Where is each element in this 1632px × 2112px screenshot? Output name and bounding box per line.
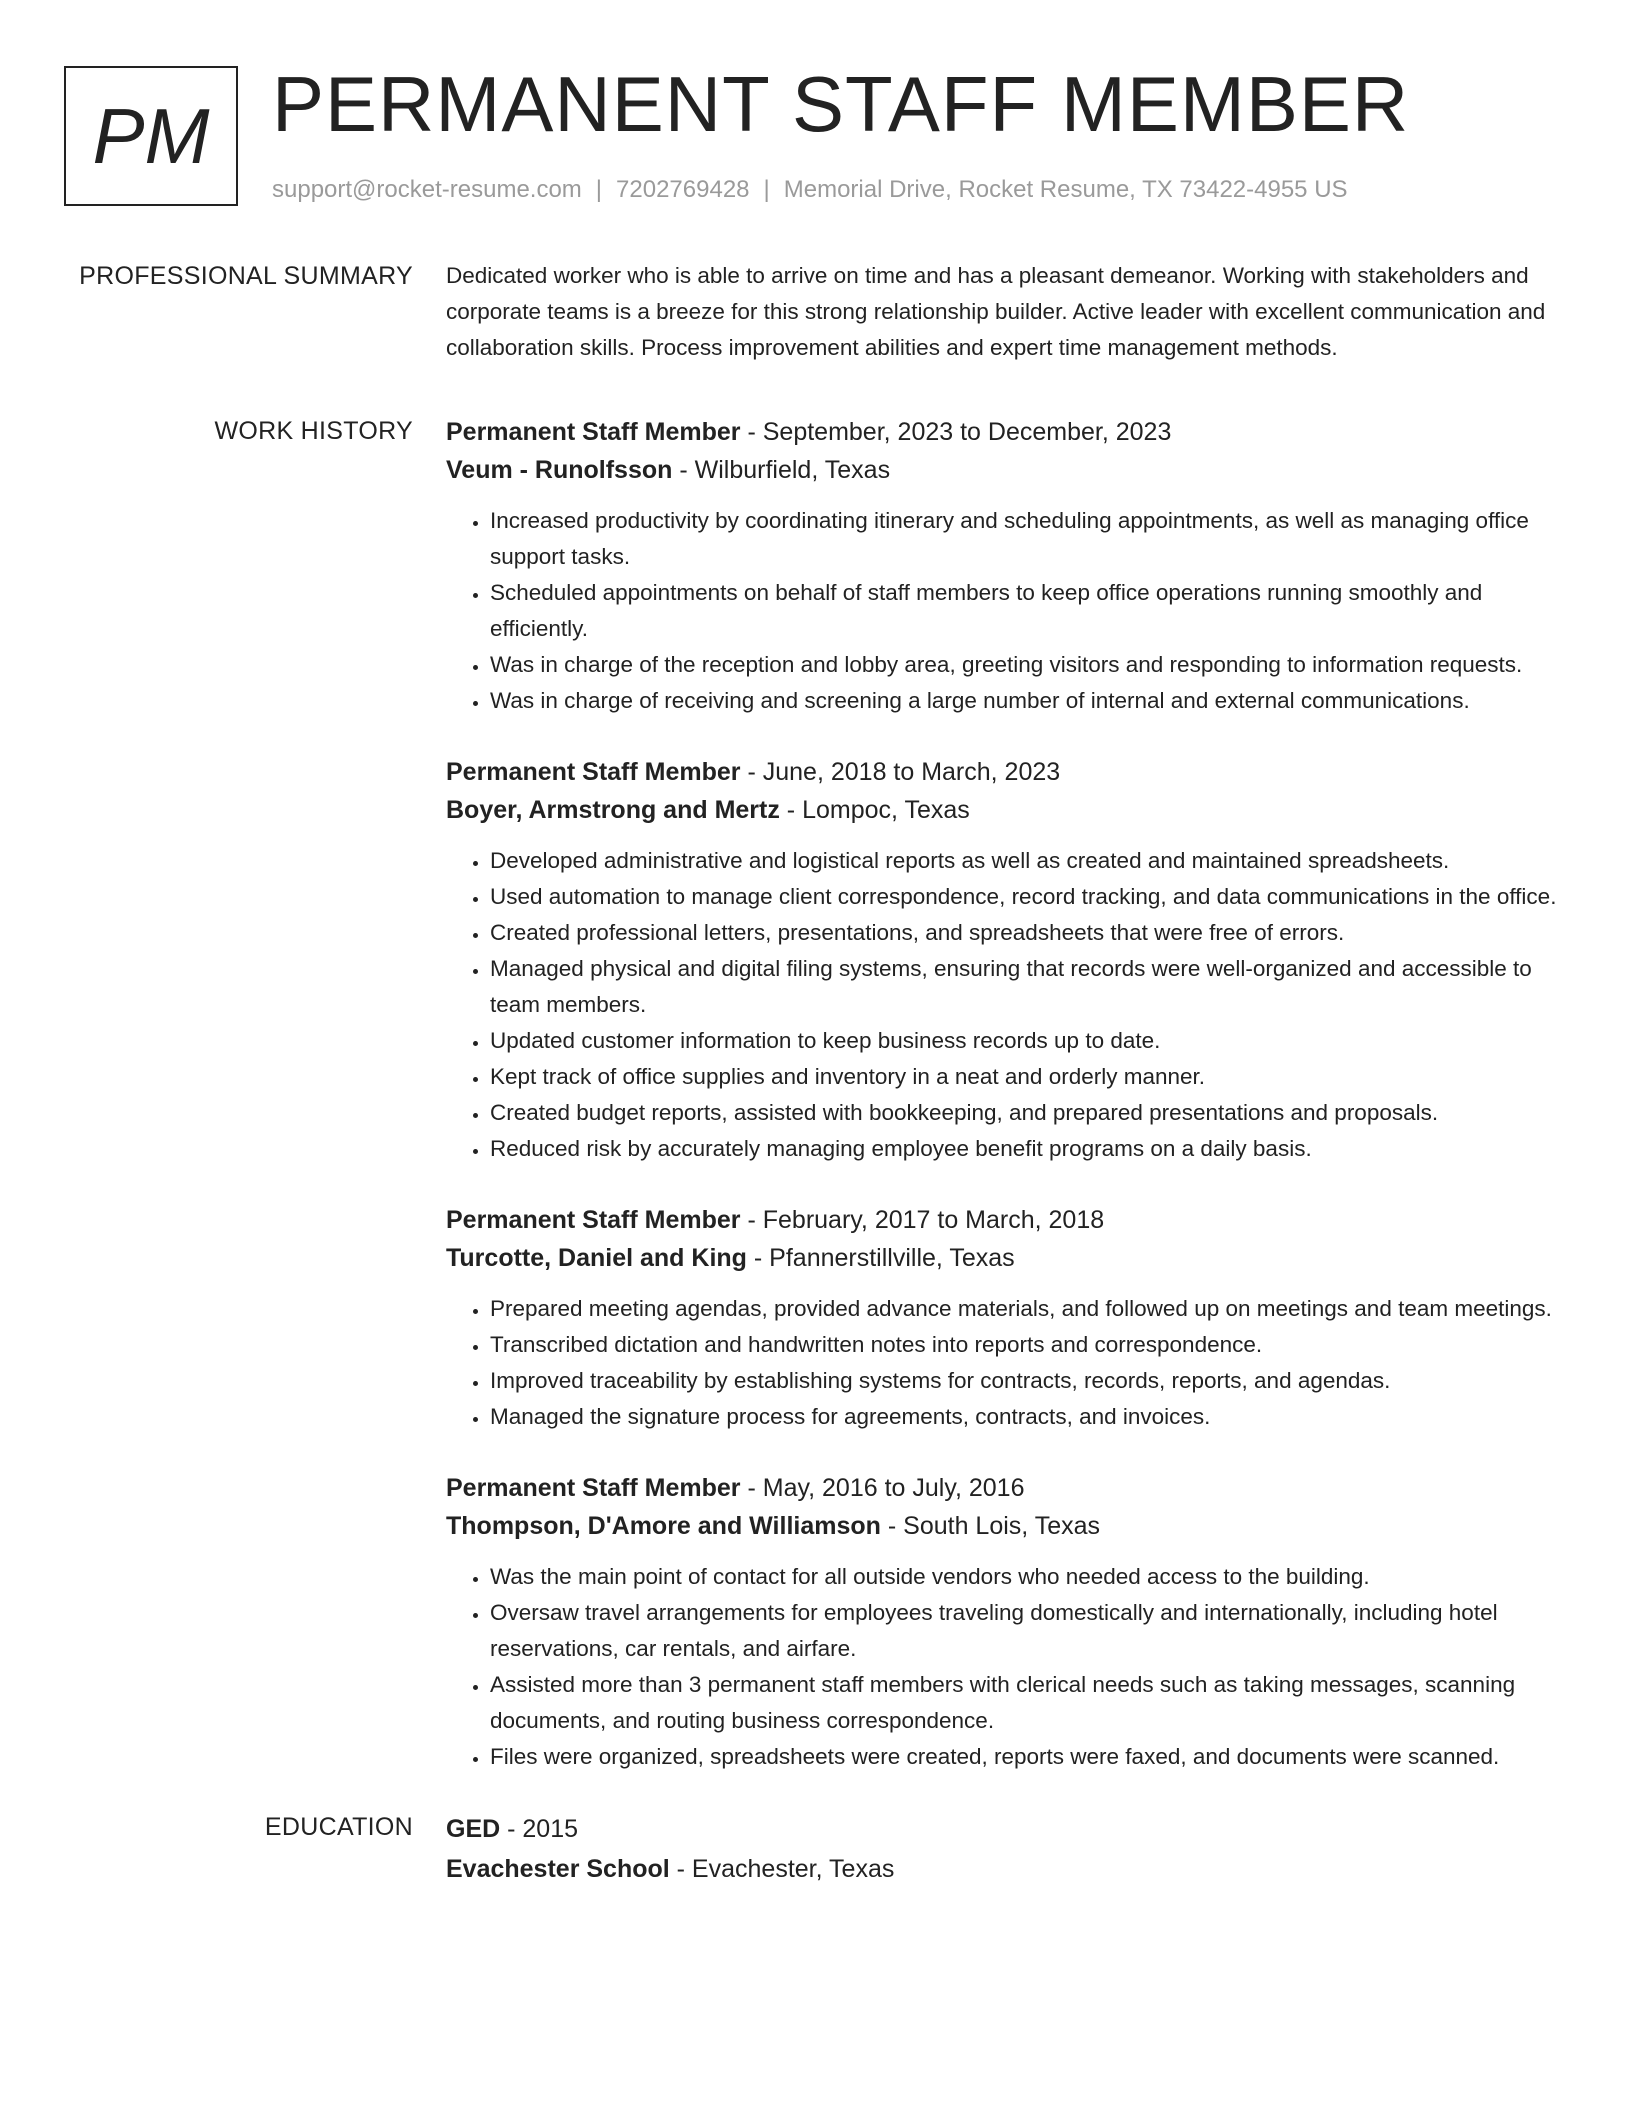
job-company: Thompson, D'Amore and Williamson (446, 1512, 881, 1540)
job-bullet: • Increased productivity by coordinating itinerary and scheduling appointments, as well as managing office support tasks. (490, 503, 1566, 575)
monogram-badge (64, 66, 238, 206)
job-bullet: • Reduced risk by accurately managing employee benefit programs on a daily basis. (490, 1131, 1566, 1167)
job-dates: - June, 2018 to March, 2023 (740, 758, 1061, 786)
job-entry (446, 1201, 1566, 1435)
job-location: - South Lois, Texas (880, 1512, 1101, 1540)
job-bullet: • Was in charge of receiving and screening a large number of internal and external communications. (490, 683, 1566, 719)
job-company-line (446, 1507, 1566, 1545)
job-title: Permanent Staff Member (446, 758, 741, 786)
job-title: Permanent Staff Member (446, 1474, 741, 1502)
section-label-education: EDUCATION (264, 1813, 413, 1841)
contact-address: Memorial Drive, Rocket Resume, TX 73422-4955 US (783, 176, 1348, 203)
job-entry (446, 413, 1566, 719)
job-entry (446, 1469, 1566, 1775)
section-label-summary: PROFESSIONAL SUMMARY (79, 262, 413, 290)
job-bullet: • Created budget reports, assisted with bookkeeping, and prepared presentations and proposals. (490, 1095, 1566, 1131)
job-company-line (446, 1239, 1566, 1277)
job-bullet: • Files were organized, spreadsheets were created, reports were faxed, and documents were scanned. (490, 1739, 1566, 1775)
education-section (0, 1809, 1632, 1889)
job-bullet: • Was in charge of the reception and lobby area, greeting visitors and responding to information requests. (490, 647, 1566, 683)
job-entry (446, 753, 1566, 1167)
section-label-work-history: WORK HISTORY (214, 417, 413, 445)
job-title-line (446, 1469, 1566, 1507)
job-location: - Wilburfield, Texas (672, 456, 891, 484)
job-bullet: • Transcribed dictation and handwritten notes into reports and correspondence. (490, 1327, 1566, 1363)
job-location: - Pfannerstillville, Texas (746, 1244, 1015, 1272)
education-school-line (446, 1849, 1566, 1889)
education-location: - Evachester, Texas (669, 1855, 895, 1883)
job-bullets (446, 843, 1566, 1167)
job-bullet: • Used automation to manage client correspondence, record tracking, and data communications in the office. (490, 879, 1566, 915)
job-bullet: • Oversaw travel arrangements for employees traveling domestically and internationally, including hotel reservations, car rentals, and airfare. (490, 1595, 1566, 1667)
job-bullet: • Was the main point of contact for all outside vendors who needed access to the building. (490, 1559, 1566, 1595)
education-year: - 2015 (500, 1815, 579, 1843)
contact-separator: | (763, 176, 770, 203)
candidate-name: PERMANENT STAFF MEMBER (272, 60, 1410, 148)
contact-email[interactable]: support@rocket-resume.com (272, 176, 582, 203)
contact-line (272, 174, 1348, 206)
monogram-text: PM (92, 91, 210, 180)
job-title-line (446, 1201, 1566, 1239)
job-bullet: • Developed administrative and logistical reports as well as created and maintained spreadsheets. (490, 843, 1566, 879)
summary-section (0, 258, 1632, 366)
contact-phone[interactable]: 7202769428 (616, 176, 750, 203)
education-degree: GED (446, 1815, 501, 1843)
education-degree-line (446, 1809, 1566, 1849)
resume-body (0, 258, 1632, 1889)
work-history-section (0, 413, 1632, 1809)
job-bullets (446, 1559, 1566, 1775)
job-bullets (446, 503, 1566, 719)
education-school: Evachester School (446, 1855, 670, 1883)
education-entry (446, 1809, 1566, 1889)
job-location: - Lompoc, Texas (779, 796, 970, 824)
job-bullet: • Kept track of office supplies and inventory in a neat and orderly manner. (490, 1059, 1566, 1095)
job-dates: - May, 2016 to July, 2016 (740, 1474, 1025, 1502)
job-company: Boyer, Armstrong and Mertz (446, 796, 780, 824)
job-bullet: • Updated customer information to keep business records up to date. (490, 1023, 1566, 1059)
job-bullet: • Scheduled appointments on behalf of staff members to keep office operations running smoothly and efficiently. (490, 575, 1566, 647)
job-company-line (446, 791, 1566, 829)
job-bullets (446, 1291, 1566, 1435)
job-title: Permanent Staff Member (446, 1206, 741, 1234)
job-title-line (446, 753, 1566, 791)
job-bullet: • Managed the signature process for agreements, contracts, and invoices. (490, 1399, 1566, 1435)
job-dates: - September, 2023 to December, 2023 (740, 418, 1172, 446)
job-bullet: • Prepared meeting agendas, provided advance materials, and followed up on meetings and team meetings. (490, 1291, 1566, 1327)
summary-text: Dedicated worker who is able to arrive on time and has a pleasant demeanor. Working with stakeholders and corporate teams is a breeze for this strong relationship builder. Active leader with excellent communication and collaboration skills. Process improvement abilities and expert time management methods. (446, 263, 1546, 360)
job-title: Permanent Staff Member (446, 418, 741, 446)
job-company: Veum - Runolfsson (446, 456, 673, 484)
work-history-list (446, 413, 1566, 1809)
job-company-line (446, 451, 1566, 489)
contact-separator: | (595, 176, 603, 203)
job-bullet: • Improved traceability by establishing systems for contracts, records, reports, and agendas. (490, 1363, 1566, 1399)
job-company: Turcotte, Daniel and King (446, 1244, 747, 1272)
job-dates: - February, 2017 to March, 2018 (740, 1206, 1105, 1234)
job-bullet: • Managed physical and digital filing systems, ensuring that records were well-organized and accessible to team members. (490, 951, 1566, 1023)
job-bullet: • Created professional letters, presentations, and spreadsheets that were free of errors. (490, 915, 1566, 951)
job-title-line (446, 413, 1566, 451)
job-bullet: • Assisted more than 3 permanent staff members with clerical needs such as taking messages, scanning documents, and routing business correspondence. (490, 1667, 1566, 1739)
